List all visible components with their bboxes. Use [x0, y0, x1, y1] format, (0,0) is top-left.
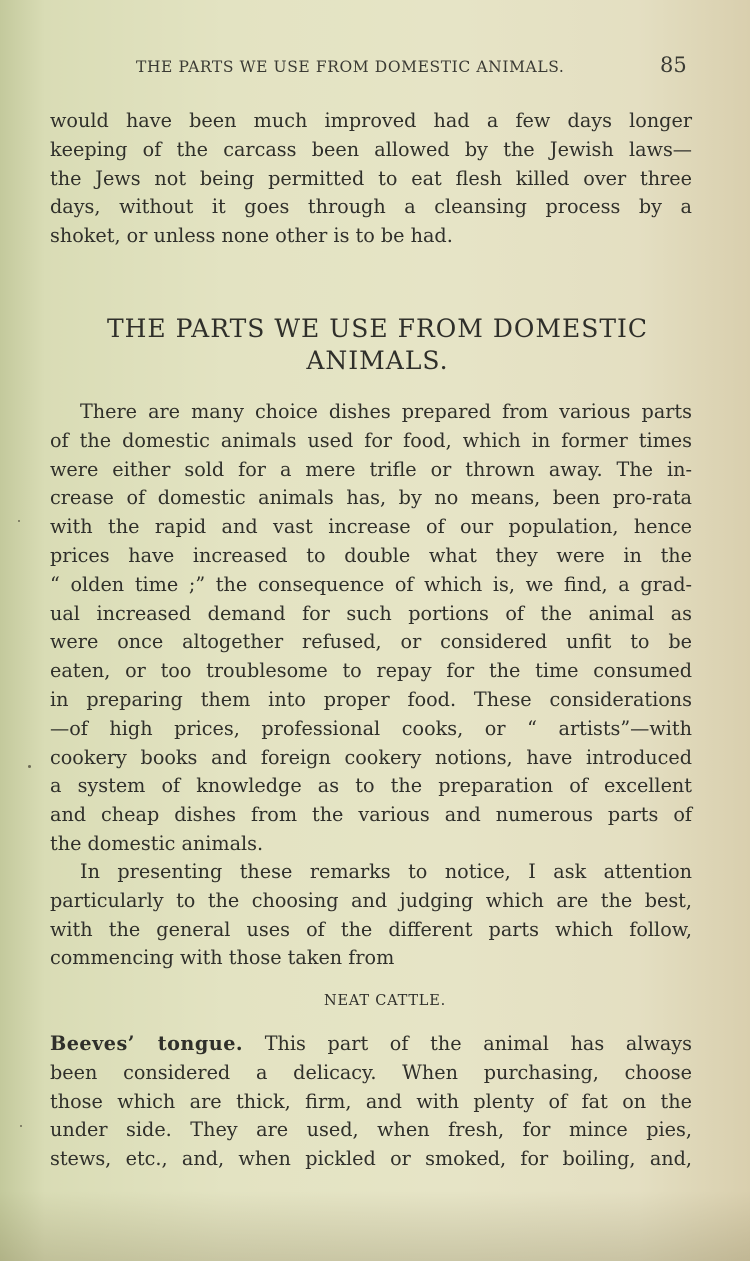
text-line: those which are thick, firm, and with plenty of fat on the	[50, 1089, 692, 1113]
text-line: the domestic animals.	[50, 831, 264, 855]
text-line: a system of knowledge as to the preparation of excellent	[50, 774, 692, 798]
text-line: “ olden time ;” the consequence of which is, we find, a grad-	[50, 572, 692, 596]
text-line: There are many choice dishes prepared from various parts	[80, 400, 692, 423]
text-line: shoket, or unless none other is to be had.	[50, 224, 453, 248]
section-title-line: THE PARTS WE USE FROM DOMESTIC	[106, 314, 649, 343]
text-line: the Jews not being permitted to eat flesh killed over three	[50, 166, 692, 190]
subheading-neat-cattle: NEAT CATTLE.	[323, 993, 447, 1009]
text-line: been considered a delicacy. When purchasing, choose	[50, 1060, 692, 1084]
text-line: of the domestic animals used for food, which in former times	[50, 428, 692, 452]
paper-speck	[20, 1125, 22, 1127]
text-line	[50, 1030, 692, 1059]
entry-first-line: This part of the animal has always	[264, 1032, 692, 1055]
text-line: were once altogether refused, or considered unfit to be	[50, 630, 692, 654]
text-line: in preparing them into proper food. These considerations	[50, 687, 692, 711]
text-line: eaten, or too troublesome to repay for the time consumed	[50, 659, 692, 683]
paper-speck	[18, 520, 20, 522]
paragraph-two	[50, 858, 692, 973]
section-title-line: ANIMALS.	[306, 346, 449, 375]
text-line: under side. They are used, when fresh, for mince pies,	[50, 1118, 692, 1142]
paragraph-one	[50, 398, 692, 859]
text-line: with the general uses of the different parts which follow,	[50, 917, 692, 941]
section-title	[50, 313, 705, 377]
paragraph-three	[50, 1030, 692, 1174]
text-line: cookery books and foreign cookery notions, have introduced	[50, 745, 692, 769]
text-line: stews, etc., and, when pickled or smoked, for boiling, and,	[50, 1147, 692, 1171]
text-line: with the rapid and vast increase of our population, hence	[50, 515, 692, 539]
text-line: crease of domestic animals has, by no means, been pro-rata	[50, 486, 692, 510]
text-line: In presenting these remarks to notice, I ask attention	[80, 860, 692, 883]
text-line: were either sold for a mere trifle or thrown away. The in-	[50, 457, 692, 481]
text-line: keeping of the carcass been allowed by the Jewish laws—	[50, 137, 692, 161]
text-line: ual increased demand for such portions of the animal as	[50, 601, 692, 625]
text-line: and cheap dishes from the various and numerous parts of	[50, 803, 692, 827]
text-line: particularly to the choosing and judging which are the best,	[50, 888, 692, 912]
running-head: THE PARTS WE USE FROM DOMESTIC ANIMALS.	[136, 58, 565, 76]
paper-speck	[28, 765, 31, 768]
text-line: commencing with those taken from	[50, 946, 395, 970]
text-line: —of high prices, professional cooks, or “ artists”—with	[50, 716, 692, 740]
text-line: days, without it goes through a cleansing process by a	[50, 195, 692, 219]
intro-paragraph	[50, 107, 692, 251]
text-line: would have been much improved had a few days longer	[50, 109, 692, 132]
page-edge-shadow	[0, 1191, 750, 1261]
text-line: prices have increased to double what they were in the	[50, 543, 692, 567]
entry-term: Beeves’ tongue.	[50, 1032, 244, 1055]
page-number: 85	[660, 53, 687, 77]
